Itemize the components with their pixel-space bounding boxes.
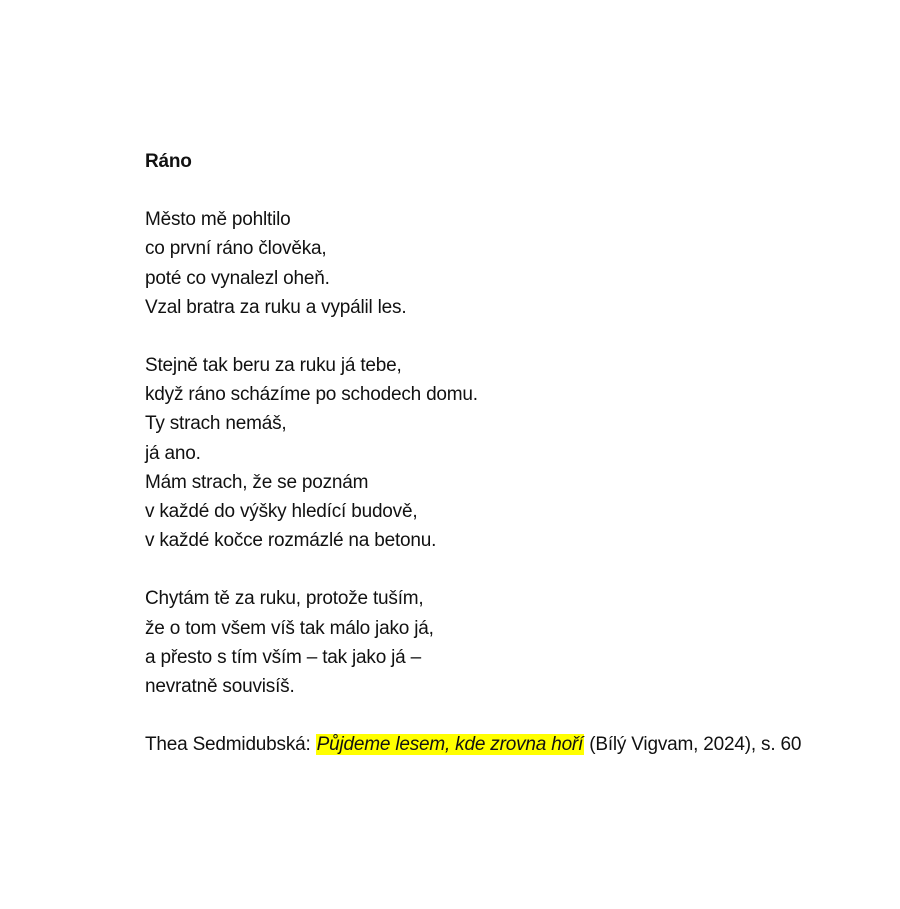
citation-details: (Bílý Vigvam, 2024), s. 60 [584, 734, 802, 756]
poem-line: co první ráno člověka, [145, 238, 327, 260]
citation-book-title: Půjdeme lesem, kde zrovna hoří [316, 734, 584, 756]
poem-line: nevratně souvisíš. [145, 676, 295, 698]
poem-line: když ráno scházíme po schodech domu. [145, 384, 478, 406]
stanza-2 [145, 351, 875, 555]
stanza-1 [145, 205, 875, 322]
poem-line: poté co vynalezl oheň. [145, 267, 330, 289]
poem-title: Ráno [145, 151, 192, 172]
poem-line: já ano. [145, 442, 201, 464]
poem-line: že o tom všem víš tak málo jako já, [145, 617, 434, 639]
poem-line: v každé kočce rozmázlé na betonu. [145, 530, 437, 552]
stanza-3 [145, 584, 875, 701]
poem-line: Stejně tak beru za ruku já tebe, [145, 355, 402, 377]
poem-line: Mám strach, že se poznám [145, 471, 369, 493]
citation [145, 730, 875, 759]
poem-content [145, 147, 875, 759]
citation-author: Thea Sedmidubská: [145, 734, 316, 756]
poem-line: a přesto s tím vším – tak jako já – [145, 646, 421, 668]
poem-line: v každé do výšky hledící budově, [145, 501, 418, 523]
poem-line: Město mě pohltilo [145, 209, 291, 231]
poem-line: Chytám tě za ruku, protože tuším, [145, 588, 424, 610]
poem-line: Ty strach nemáš, [145, 413, 287, 435]
poem-line: Vzal bratra za ruku a vypálil les. [145, 296, 407, 318]
